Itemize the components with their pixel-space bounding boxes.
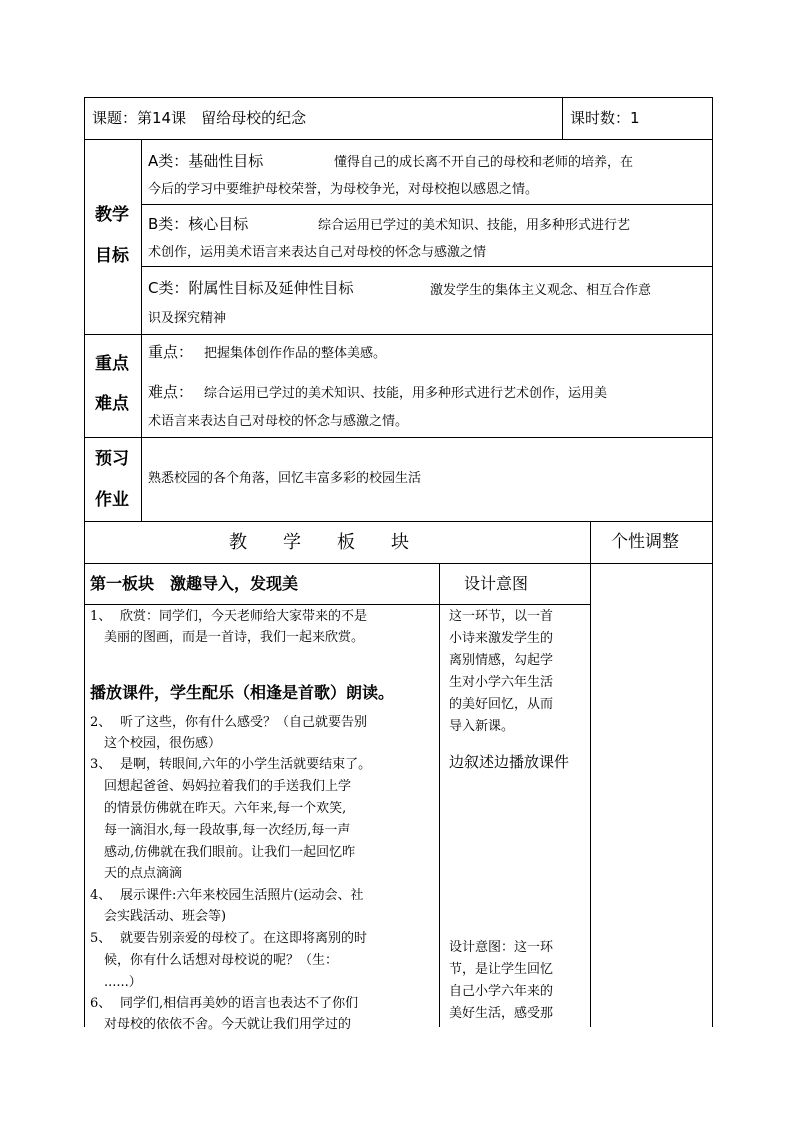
design-intent-text: 导入新课。 — [449, 719, 515, 734]
design-intent-text: 自己小学六年来的 — [449, 984, 554, 999]
personal-adjust-heading: 个性调整 — [611, 532, 679, 552]
step-text: 听了这些，你有什么感受？（自己就要告别 — [120, 715, 368, 730]
objective-c-text: 识及探究精神 — [148, 311, 227, 326]
row-divider — [141, 204, 713, 205]
objective-b-title: B类：核心目标 — [148, 215, 249, 233]
col-divider — [141, 139, 142, 522]
design-intent-text: 生对小学六年生活 — [449, 675, 554, 690]
step-text: 回想起爸爸、妈妈拉着我们的手送我们上学 — [104, 779, 352, 794]
design-intent-text: 这一环节，以一首 — [449, 609, 554, 624]
play-courseware-line: 播放课件，学生配乐（相逢是首歌）朗读。 — [90, 683, 395, 702]
key-point-text: 把握集体创作作品的整体美感。 — [204, 346, 387, 361]
design-intent-highlight: 边叙述边播放课件 — [449, 753, 570, 771]
objective-b-text: 术创作，运用美术语言来表达自己对母校的怀念与感激之情 — [148, 245, 487, 260]
difficult-point-text: 综合运用已学过的美术知识、技能，用多种形式进行艺术创作，运用美 — [204, 386, 608, 401]
table-border-left — [84, 97, 85, 1027]
step-text: 欣赏：同学们，今天老师给大家带来的不是 — [120, 609, 368, 624]
step-number: 3、 — [90, 757, 112, 772]
step-text: 的情景仿佛就在昨天。六年来,每一个欢笑, — [104, 801, 347, 816]
table-border-top — [84, 97, 713, 98]
objectives-label: 教学 — [95, 205, 129, 225]
objective-a-text: 今后的学习中要维护母校荣誉，为母校争光，对母校抱以感恩之情。 — [148, 182, 539, 197]
difficult-point-title: 难点： — [148, 383, 194, 401]
row-divider — [84, 604, 591, 605]
step-text: 会实践活动、班会等) — [104, 909, 227, 924]
lesson-hours: 课时数：1 — [570, 109, 640, 127]
step-number: 4、 — [90, 888, 112, 903]
row-divider — [84, 139, 713, 140]
teaching-blocks-heading: 教 学 板 块 — [229, 532, 409, 553]
step-text: 美丽的图画，而是一首诗，我们一起来欣赏。 — [104, 630, 365, 645]
objective-a-title: A类：基础性目标 — [148, 152, 264, 170]
keypoints-label: 难点 — [95, 394, 129, 414]
difficult-point-text: 术语言来表达自己对母校的怀念与感激之情。 — [148, 414, 409, 429]
step-text: 展示课件:六年来校园生活照片(运动会、社 — [120, 888, 364, 903]
design-intent-heading: 设计意图 — [464, 574, 529, 593]
step-text: 感动,仿佛就在我们眼前。让我们一起回忆昨 — [104, 845, 356, 860]
row-divider — [84, 437, 713, 438]
step-number: 5、 — [90, 931, 112, 946]
step-text: 就要告别亲爱的母校了。在这即将离别的时 — [120, 931, 368, 946]
preview-text: 熟悉校园的各个角落，回忆丰富多彩的校园生活 — [148, 471, 422, 486]
objective-c-title: C类：附属性目标及延伸性目标 — [148, 279, 354, 297]
row-divider — [141, 266, 713, 267]
objectives-label: 目标 — [95, 246, 129, 266]
step-number: 1、 — [90, 609, 112, 624]
objective-c-text: 激发学生的集体主义观念、相互合作意 — [430, 283, 652, 298]
key-point-title: 重点： — [148, 343, 194, 361]
step-text: 天的点点滴滴 — [104, 866, 183, 881]
design-intent-text: 的美好回忆，从而 — [449, 697, 554, 712]
step-number: 6、 — [90, 996, 112, 1011]
section-one-title: 第一板块 激趣导入，发现美 — [90, 574, 299, 593]
step-text: 同学们,相信再美妙的语言也表达不了你们 — [120, 996, 359, 1011]
design-intent-text: 节，是让学生回忆 — [449, 962, 554, 977]
col-divider — [562, 97, 563, 140]
step-text: 这个校园，很伤感） — [104, 736, 222, 751]
preview-label: 预习 — [95, 449, 129, 469]
design-intent-text: 美好生活，感受那 — [449, 1006, 554, 1021]
col-divider — [439, 563, 440, 1027]
row-divider — [84, 334, 713, 335]
step-text: 每一滴泪水,每一段故事,每一次经历,每一声 — [104, 823, 351, 838]
design-intent-text: 小诗来激发学生的 — [449, 631, 554, 646]
row-divider — [84, 563, 713, 564]
lesson-title: 课题：第14课 留给母校的纪念 — [92, 109, 307, 127]
table-border-right — [712, 97, 713, 1027]
objective-b-text: 综合运用已学过的美术知识、技能，用多种形式进行艺 — [318, 218, 631, 233]
step-text: ......） — [104, 975, 142, 990]
step-number: 2、 — [90, 715, 112, 730]
preview-label: 作业 — [95, 490, 129, 510]
step-text: 对母校的依依不舍。今天就让我们用学过的 — [104, 1017, 352, 1032]
design-intent-text: 离别情感，勾起学 — [449, 653, 554, 668]
col-divider — [590, 521, 591, 1027]
keypoints-label: 重点 — [95, 354, 129, 374]
objective-a-text: 懂得自己的成长离不开自己的母校和老师的培养，在 — [334, 155, 634, 170]
step-text: 候，你有什么话想对母校说的呢？（生： — [104, 953, 339, 968]
design-intent-text: 设计意图：这一环 — [449, 940, 554, 955]
row-divider — [84, 521, 713, 522]
step-text: 是啊，转眼间,六年的小学生活就要结束了。 — [120, 757, 372, 772]
